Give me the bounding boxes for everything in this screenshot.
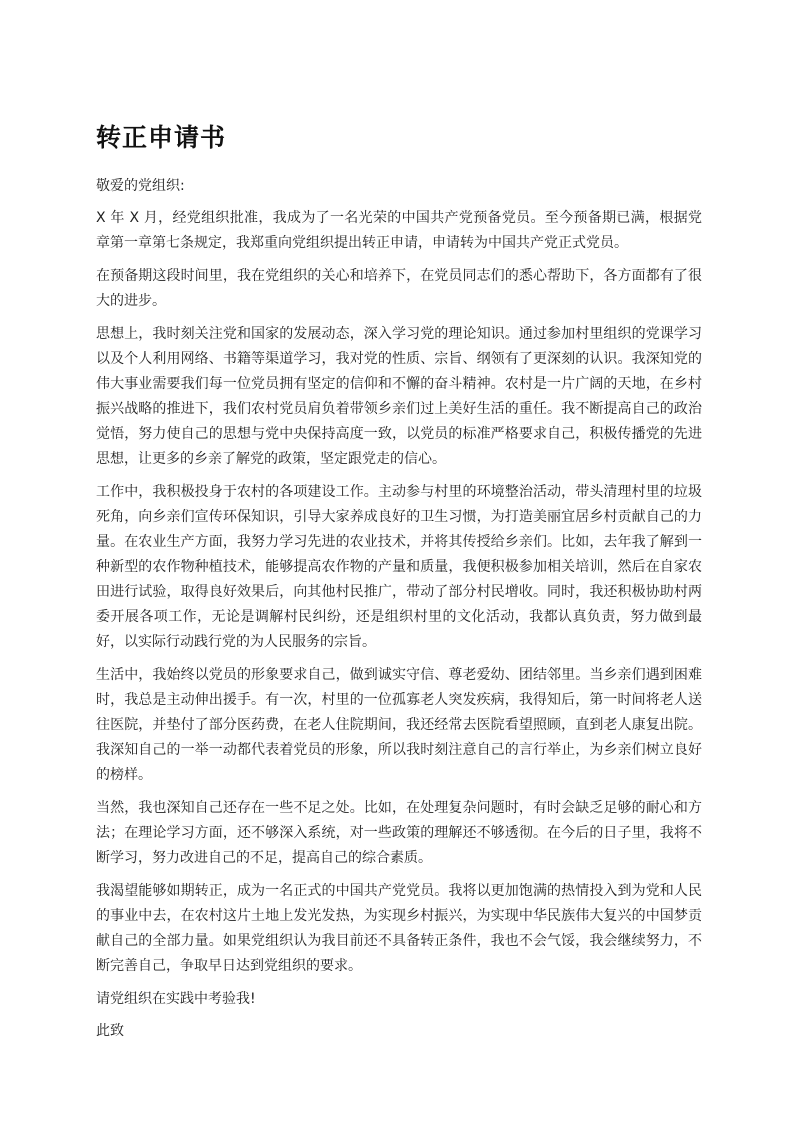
paragraph-5: 生活中，我始终以党员的形象要求自己，做到诚实守信、尊老爱幼、团结邻里。当乡亲们遇到困难时，我总是主动伸出援手。有一次，村里的一位孤寡老人突发疾病，我得知后，第一时间将老人送往医院，并垫付了部分医药费，在老人住院期间，我还经常去医院看望照顾，直到老人康复出院。我深知自己的一举一动都代表着党员的形象，所以我时刻注意自己的言行举止，为乡亲们树立良好的榜样。 — [96, 667, 702, 783]
paragraph-2: 在预备期这段时间里，我在党组织的关心和培养下，在党员同志们的悉心帮助下，各方面都有了很大的进步。 — [96, 268, 702, 309]
paragraph-4: 工作中，我积极投身于农村的各项建设工作。主动参与村里的环境整治活动，带头清理村里的垃圾死角，向乡亲们宣传环保知识，引导大家养成良好的卫生习惯，为打造美丽宜居乡村贡献自己的力量。在农业生产方面，我努力学习先进的农业技术，并将其传授给乡亲们。比如，去年我了解到一种新型的农作物种植技术，能够提高农作物的产量和质量，我便积极参加相关培训，然后在自家农田进行试验，取得良好效果后，向其他村民推广，带动了部分村民增收。同时，我还积极协助村两委开展各项工作，无论是调解村民纠纷，还是组织村里的文化活动，我都认真负责，努力做到最好，以实际行动践行党的为人民服务的宗旨。 — [96, 484, 702, 650]
paragraph-3: 思想上，我时刻关注党和国家的发展动态，深入学习党的理论知识。通过参加村里组织的党课学习以及个人利用网络、书籍等渠道学习，我对党的性质、宗旨、纲领有了更深刻的认识。我深知党的伟大事业需要我们每一位党员拥有坚定的信仰和不懈的奋斗精神。农村是一片广阔的天地，在乡村振兴战略的推进下，我们农村党员肩负着带领乡亲们过上美好生活的重任。我不断提高自己的政治觉悟，努力使自己的思想与党中央保持高度一致，以党员的标准严格要求自己，积极传播党的先进思想，让更多的乡亲了解党的政策，坚定跟党走的信心。 — [96, 326, 702, 467]
document-title: 转正申请书 — [96, 123, 227, 152]
paragraph-7: 我渴望能够如期转正，成为一名正式的中国共产党党员。我将以更加饱满的热情投入到为党和人民的事业中去，在农村这片土地上发光发热，为实现乡村振兴，为实现中华民族伟大复兴的中国梦贡献自己的全部力量。如果党组织认为我目前还不具备转正条件，我也不会气馁，我会继续努力，不断完善自己，争取早日达到党组织的要求。 — [96, 883, 702, 974]
closing-request: 请党组织在实践中考验我! — [96, 991, 256, 1007]
paragraph-1: X 年 X 月，经党组织批准，我成为了一名光荣的中国共产党预备党员。至今预备期已满，根据党章第一章第七条规定，我郑重向党组织提出转正申请，申请转为中国共产党正式党员。 — [96, 210, 702, 251]
paragraph-6: 当然，我也深知自己还存在一些不足之处。比如，在处理复杂问题时，有时会缺乏足够的耐心和方法；在理论学习方面，还不够深入系统，对一些政策的理解还不够透彻。在今后的日子里，我将不断学习，努力改进自己的不足，提高自己的综合素质。 — [96, 800, 702, 866]
salutation: 敬爱的党组织: — [96, 178, 185, 194]
closing: 此致 — [96, 1023, 124, 1039]
document-page — [96, 122, 702, 1051]
